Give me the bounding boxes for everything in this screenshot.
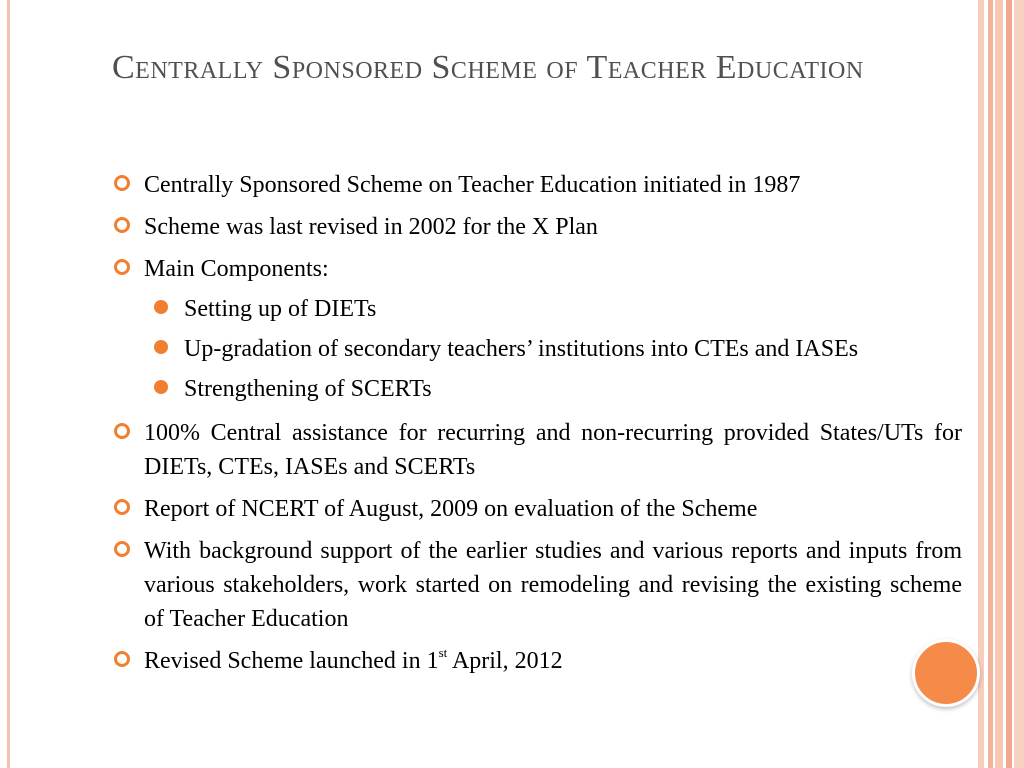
list-item-text: 100% Central assistance for recurring and non-recurring provided States/UTs for DIETs, CTEs, IASEs and SCERTs [144, 420, 962, 480]
decorative-stripe [1014, 0, 1024, 768]
ring-bullet-icon [114, 541, 130, 557]
list-item [112, 168, 962, 202]
list-item-text: Scheme was last revised in 2002 for the X Plan [144, 214, 598, 240]
list-item-text: With background support of the earlier studies and various reports and inputs from various stakeholders, work started on remodeling and revising the existing scheme of Teacher Education [144, 538, 962, 632]
list-item [112, 210, 962, 244]
decorative-stripe [1006, 0, 1012, 768]
list-item [112, 252, 962, 286]
list-item [112, 534, 962, 636]
dot-bullet-icon [154, 340, 168, 354]
ring-bullet-icon [114, 423, 130, 439]
ordinal-suffix: st [438, 645, 448, 660]
list-item-text: Centrally Sponsored Scheme on Teacher Education initiated in 1987 [144, 172, 801, 198]
left-frame-line [7, 0, 10, 768]
sub-list-item [112, 332, 962, 366]
ring-bullet-icon [114, 259, 130, 275]
list-item-text [144, 645, 563, 674]
list-item [112, 416, 962, 484]
dot-bullet-icon [154, 380, 168, 394]
ring-bullet-icon [114, 175, 130, 191]
ring-bullet-icon [114, 217, 130, 233]
list-item-text: Report of NCERT of August, 2009 on evaluation of the Scheme [144, 496, 758, 522]
ring-bullet-icon [114, 651, 130, 667]
ring-bullet-icon [114, 499, 130, 515]
sub-list-item [112, 372, 962, 406]
decorative-stripe [978, 0, 984, 768]
list-item [112, 492, 962, 526]
sub-list-item-text: Up-gradation of secondary teachers’ institutions into CTEs and IASEs [184, 336, 859, 362]
launch-date-text: April, 2012 [447, 648, 563, 674]
bullet-list [112, 168, 962, 678]
launch-text: Revised Scheme launched in 1 [144, 648, 439, 674]
sub-list-item-text: Strengthening of SCERTs [184, 376, 432, 402]
dot-bullet-icon [154, 300, 168, 314]
decorative-stripe [988, 0, 993, 768]
sub-list-item-text: Setting up of DIETs [184, 296, 377, 322]
sub-list-item [112, 292, 962, 326]
list-item [112, 644, 962, 678]
list-item-text: Main Components: [144, 256, 329, 282]
slide-title: Centrally Sponsored Scheme of Teacher Education [112, 49, 864, 86]
decorative-circle [912, 639, 980, 707]
decorative-stripe [995, 0, 1003, 768]
